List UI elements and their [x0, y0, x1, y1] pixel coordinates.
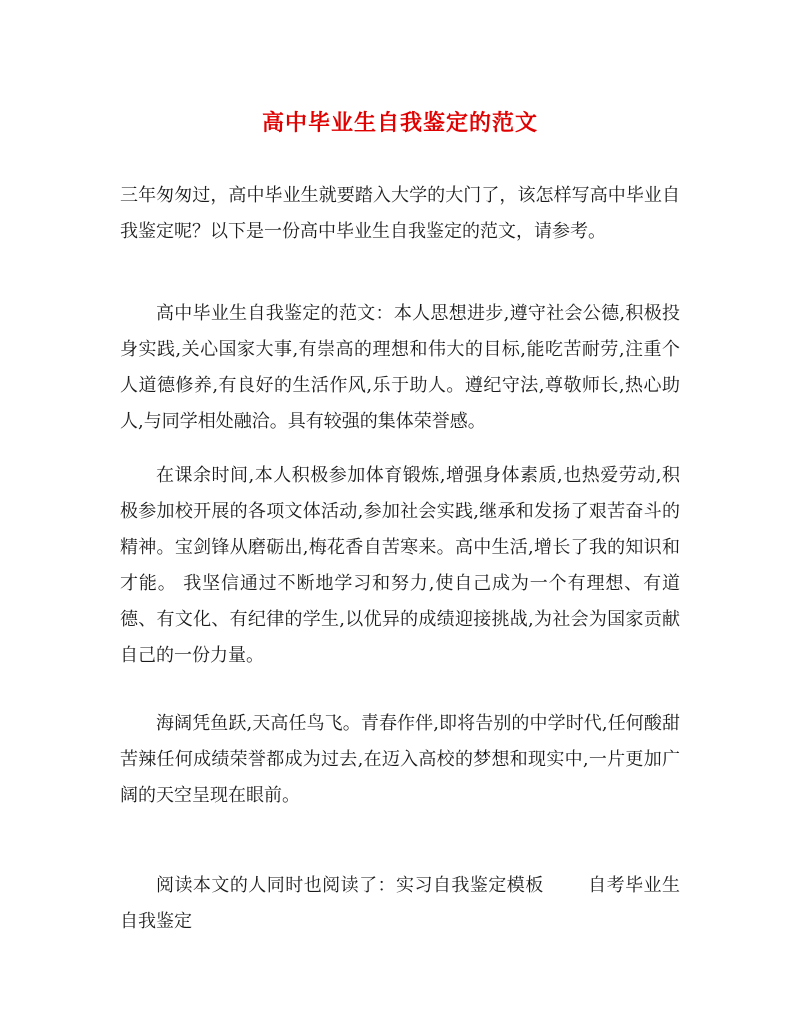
- body-paragraph-1: 高中毕业生自我鉴定的范文：本人思想进步,遵守社会公德,积极投身实践,关心国家大事,有崇高的理想和伟大的目标,能吃苦耐劳,注重个人道德修养,有良好的生活作风,乐于助人。遵纪守法,尊敬师长,热心助人,与同学相处融洽。具有较强的集体荣誉感。: [120, 303, 680, 432]
- intro-paragraph: 三年匆匆过，高中毕业生就要踏入大学的大门了，该怎样写高中毕业自我鉴定呢？以下是一份高中毕业生自我鉴定的范文，请参考。: [120, 185, 680, 242]
- body-paragraph-2: 在课余时间,本人积极参加体育锻炼,增强身体素质,也热爱劳动,积极参加校开展的各项文体活动,参加社会实践,继承和发扬了艰苦奋斗的精神。宝剑锋从磨砺出,梅花香自苦寒来。高中生活,增长了我的知识和才能。 我坚信通过不断地学习和努力,使自己成为一个有理想、有道德、有文化、有纪律的学生,以优异的成绩迎接挑战,为社会为国家贡献自己的一份力量。: [120, 465, 680, 666]
- related-prefix: 阅读本文的人同时也阅读了：: [156, 875, 396, 896]
- related-link-internship[interactable]: 实习自我鉴定模板: [396, 875, 544, 896]
- body-paragraph-3: 海阔凭鱼跃,天高任鸟飞。青春作伴,即将告别的中学时代,任何酸甜苦辣任何成绩荣誉都成为过去,在迈入高校的梦想和现实中,一片更加广阔的天空呈现在眼前。: [120, 713, 680, 806]
- related-link-self-study[interactable]: 自考毕业生自我鉴定: [120, 875, 681, 932]
- document-title: 高中毕业生自我鉴定的范文: [261, 110, 538, 136]
- related-articles: [120, 868, 680, 940]
